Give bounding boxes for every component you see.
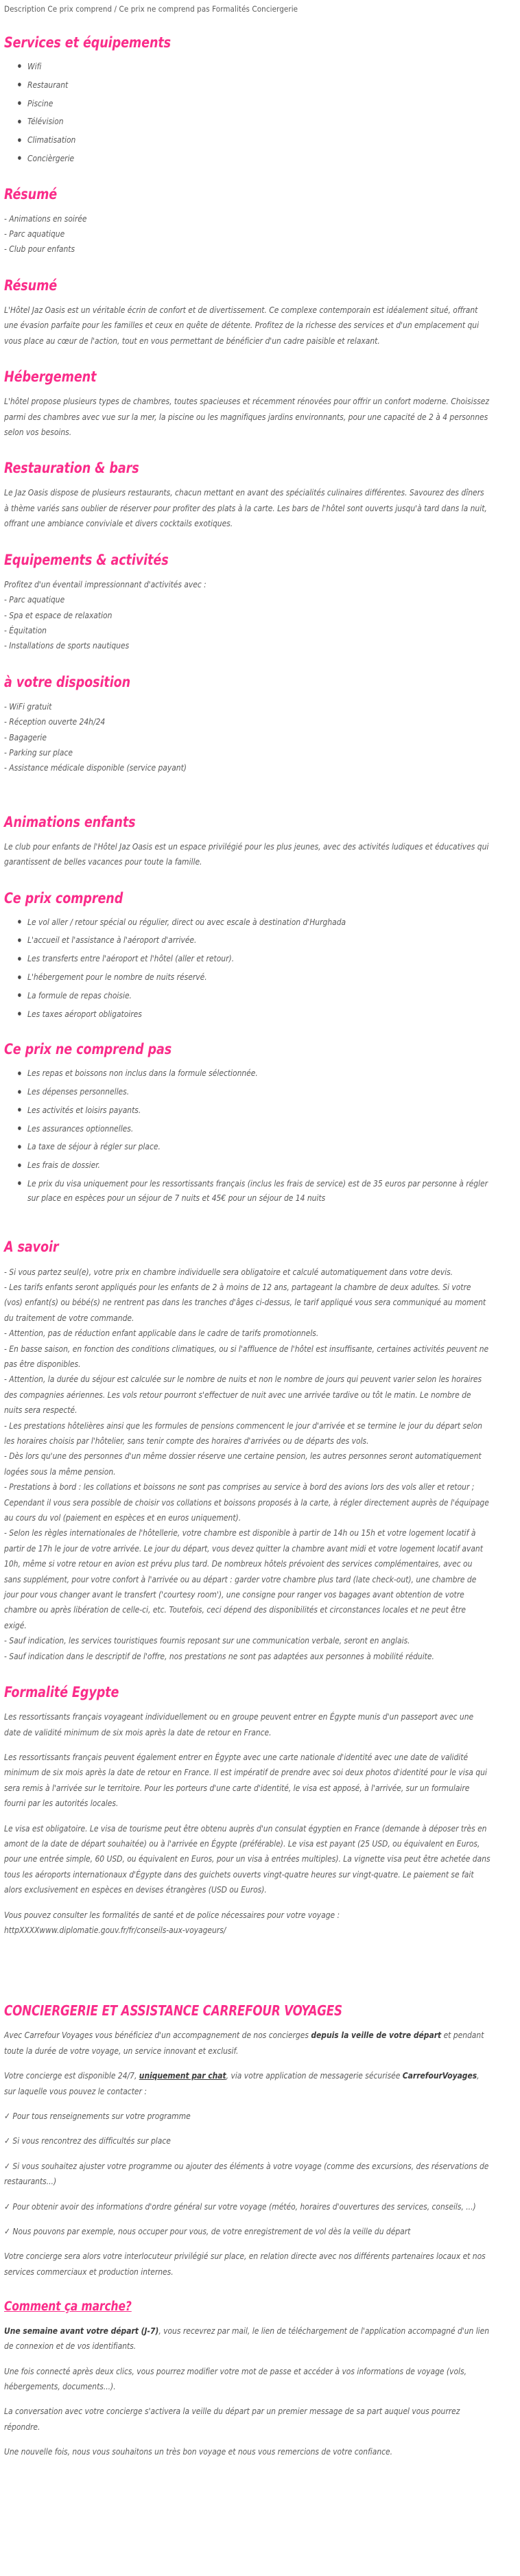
equipements-list: [4, 577, 516, 654]
paragraph-comment-4: Une nouvelle fois, nous vous souhaitons un très bon voyage et nous vous remercions de votre confiance.: [4, 2446, 393, 2457]
text-line: - Les prestations hôtelières ainsi que les formules de pensions commencent le jour d'arrivée et se termine le jour du départ selon les horaires choisis par l'hôtelier, sans tenir compte des horaires d'arrivées ou de départs des vols.: [4, 1420, 482, 1446]
spacer: [4, 776, 516, 794]
prix-ne-comprend-pas-list: [4, 1066, 516, 1205]
diplomatie-link[interactable]: httpXXXXwww.diplomatie.gouv.fr/fr/conseils-aux-voyageurs/: [4, 1925, 226, 1935]
list-item: [27, 933, 491, 948]
list-item-label: L'hébergement pour le nombre de nuits réservé.: [27, 972, 207, 982]
list-item-label: L'accueil et l'assistance à l'aéroport d'arrivée.: [27, 935, 197, 946]
section-heading-comment-ca-marche: Comment ça marche?: [4, 2299, 132, 2315]
text-line: - Parking sur place: [4, 747, 73, 758]
list-item-label: Les assurances optionnelles.: [27, 1123, 134, 1134]
text-line: - WiFi gratuit: [4, 701, 52, 712]
text-fragment: , via votre application de messagerie sécurisée: [226, 2070, 403, 2081]
list-item-label: Les frais de dossier.: [27, 1160, 100, 1171]
list-item: [27, 152, 491, 166]
text-emphasis-underlined: uniquement par chat: [139, 2070, 226, 2081]
list-item: [27, 1103, 491, 1118]
list-item-label: Concièrgerie: [27, 152, 75, 163]
paragraph-formalite-3: Le visa est obligatoire. Le visa de tourisme peut être obtenu auprès d'un consulat égyptien en France (demande à déposer très en amont de la date de départ souhaitée) ou à l'arrivée en Égypte (préférable). Le visa est payant (25 USD, ou équivalent en Euros, pour une entrée simple, 60 USD, ou équivalent en Euros, pour un visa à entrées multiples). La vignette visa peut être achetée dans tous les aéroports internationaux d'Égypte dans des guichets ouverts vingt-quatre heures sur vingt-quatre. Le paiement se fait alors exclusivement en espèces en devises étrangères (USD ou Euros).: [4, 1823, 491, 1895]
text-line: - Sauf indication, les services touristiques fournis reposant sur une communication verbale, seront en anglais.: [4, 1635, 410, 1646]
list-item: [27, 915, 491, 930]
text-line: - Animations en soirée: [4, 213, 87, 224]
list-item-label: Les transferts entre l'aéroport et l'hôtel (aller et retour).: [27, 953, 235, 964]
paragraph-comment-1: [4, 2323, 491, 2354]
list-item: [27, 133, 491, 148]
list-item-label: Wifi: [27, 60, 42, 71]
paragraph-hebergement: L'hôtel propose plusieurs types de chambres, toutes spacieuses et récemment rénovées pour offrir un confort moderne. Choisissez parmi des chambres avec vue sur la mer, la piscine ou les magnifiques jardins environnants, pour une capacité de 2 à 4 personnes selon vos besoins.: [4, 396, 490, 437]
list-item: [27, 970, 491, 985]
list-item: [27, 115, 491, 129]
list-item-label: Climatisation: [27, 134, 76, 145]
breadcrumb: Description Ce prix comprend / Ce prix ne comprend pas Formalités Conciergerie: [4, 4, 298, 14]
paragraph-resume: L'Hôtel Jaz Oasis est un véritable écrin de confort et de divertissement. Ce complexe contemporain est idéalement situé, offrant une évasion parfaite pour les familles et ceux en quête de détente. Profitez de la richesse des services et d'un emplacement qui vous place au cœur de l'action, tout en vous permettant de bénéficier d'un cadre paisible et relaxant.: [4, 304, 480, 346]
list-item-label: La formule de repas choisie.: [27, 990, 132, 1000]
list-item: [27, 952, 491, 966]
list-item-label: Le prix du visa uniquement pour les ressortissants français (inclus les frais de service) est de 35 euros par personne à régler sur place en espèces pour un séjour de 7 nuits et 45€ pour un séjour de 14 nuits: [27, 1178, 488, 1203]
section-heading-prix-ne-comprend-pas: Ce prix ne comprend pas: [4, 1041, 172, 1058]
checklist-item: ✓ Nous pouvons par exemple, nous occuper pour vous, de votre enregistrement de vol dès la veille du départ: [4, 2226, 411, 2237]
list-item: [27, 1066, 491, 1081]
text-line: - Club pour enfants: [4, 244, 75, 255]
list-item-label: Les repas et boissons non inclus dans la formule sélectionnée.: [27, 1068, 258, 1079]
paragraph-formalite-1: Les ressortissants français voyageant individuellement ou en groupe peuvent entrer en Égypte munis d'un passeport avec une date de validité minimum de six mois après la date de retour en France.: [4, 1711, 474, 1737]
text-line: - Spa et espace de relaxation: [4, 609, 113, 620]
text-fragment: , vous recevrez par mail, le lien de téléchargement de l'application accompagné d'un lien de connexion et de vos identifiants.: [4, 2325, 490, 2352]
list-item-label: Le vol aller / retour spécial ou régulier, direct ou avec escale à destination d'Hurghada: [27, 916, 346, 927]
checklist-item: ✓ Si vous souhaitez ajuster votre programme ou ajouter des éléments à votre voyage (comme des excursions, des réservations de restaurants...): [4, 2160, 489, 2187]
text-fragment: Avec Carrefour Voyages vous bénéficiez d'un accompagnement de nos concierges: [4, 2030, 311, 2041]
text-line: - Parc aquatique: [4, 229, 65, 239]
text-fragment: Votre concierge est disponible 24/7,: [4, 2070, 139, 2081]
list-item-label: Les dépenses personnelles.: [27, 1086, 130, 1097]
disposition-list: [4, 699, 516, 776]
spacer: [4, 1965, 516, 1983]
section-heading-resume-short: Résumé: [4, 185, 58, 202]
text-line: - Bagagerie: [4, 731, 47, 742]
text-line: - Dès lors qu'une des personnes d'un même dossier réserve une certaine pension, les autres personnes seront automatiquement logées sous la même pension.: [4, 1451, 482, 1477]
text-emphasis: Une semaine avant votre départ (J-7): [4, 2325, 159, 2336]
spacer: [4, 1947, 516, 1965]
list-item-label: Les activités et loisirs payants.: [27, 1104, 141, 1115]
text-line: - Assistance médicale disponible (service payant): [4, 762, 187, 773]
section-heading-resume: Résumé: [4, 277, 58, 294]
paragraph-formalite-2: Les ressortissants français peuvent également entrer en Égypte avec une carte nationale d'identité avec une date de validité minimum de six mois après la date de retour en France. Il est impératif de prendre avec soi deux photos d'identité pour le visa qui sera remis à l'arrivée sur le territoire. Pour les porteurs d'une carte d'identité, le visa est apposé, à l'arrivée, sur un formulaire fourni par les autorités locales.: [4, 1751, 487, 1809]
section-heading-animations: Animations enfants: [4, 813, 136, 830]
section-heading-conciergerie: CONCIERGERIE ET ASSISTANCE CARREFOUR VOYAGES: [4, 2002, 342, 2019]
services-list: [4, 60, 516, 166]
text-consult-line: Vous pouvez consulter les formalités de santé et de police nécessaires pour votre voyage :: [4, 1909, 340, 1920]
text-fragment: et pendant toute la durée de votre voyage, un service innovant et exclusif.: [4, 2030, 484, 2056]
paragraph-conciergerie-closing: Votre concierge sera alors votre interlocuteur privilégié sur place, en relation directe avec nos différents partenaires locaux et nos services commerciaux et production internes.: [4, 2251, 486, 2277]
section-heading-services: Services et équipements: [4, 34, 172, 51]
list-item: [27, 97, 491, 111]
text-line: - Si vous partez seul(e), votre prix en chambre individuelle sera obligatoire et calculé automatiquement dans votre devis.: [4, 1266, 453, 1277]
list-item: [27, 78, 491, 93]
text-line: - En basse saison, en fonction des conditions climatiques, ou si l'affluence de l'hôtel est insuffisante, certaines activités peuvent ne pas être disponibles.: [4, 1343, 489, 1369]
section-heading-formalite: Formalité Egypte: [4, 1684, 119, 1701]
list-item: [27, 1085, 491, 1099]
text-line: - Parc aquatique: [4, 594, 65, 605]
list-item: [27, 989, 491, 1003]
text-line: - Réception ouverte 24h/24: [4, 716, 106, 727]
checklist-item: ✓ Pour obtenir avoir des informations d'ordre général sur votre voyage (météo, horaires d'ouvertures des services, conseils, ...): [4, 2201, 476, 2212]
list-item-label: La taxe de séjour à régler sur place.: [27, 1141, 161, 1152]
section-heading-a-savoir: A savoir: [4, 1239, 59, 1256]
text-emphasis: depuis la veille de votre départ: [311, 2030, 442, 2041]
paragraph-comment-3: La conversation avec votre concierge s'activera la veille du départ par un premier message de sa part auquel vous pourrez répondre.: [4, 2406, 460, 2432]
text-line: - Attention, pas de réduction enfant applicable dans le cadre de tarifs promotionnels.: [4, 1328, 319, 1339]
section-heading-restauration: Restauration & bars: [4, 460, 139, 477]
section-heading-prix-comprend: Ce prix comprend: [4, 889, 123, 906]
section-heading-hebergement: Hébergement: [4, 368, 97, 386]
list-item-label: Piscine: [27, 97, 54, 108]
text-line: - Les tarifs enfants seront appliqués pour les enfants de 2 à moins de 12 ans, partageant la chambre de deux adultes. Si votre (vos) enfant(s) ou bébé(s) ne rentrent pas dans les tranches d'âges ci-dessus, le tarif appliqué vous sera communiqué au moment du traitement de votre commande.: [4, 1281, 486, 1323]
list-item-label: Les taxes aéroport obligatoires: [27, 1008, 142, 1019]
list-item: [27, 1158, 491, 1173]
checklist-item: ✓ Si vous rencontrez des difficultés sur place: [4, 2135, 171, 2146]
section-heading-equipements: Equipements & activités: [4, 551, 169, 568]
list-item-label: Restaurant: [27, 79, 69, 90]
paragraph-animations: Le club pour enfants de l'Hôtel Jaz Oasis est un espace privilégié pour les plus jeunes, avec des activités ludiques et éducatives qui garantissent de belles vacances pour toute la famille.: [4, 841, 489, 867]
list-item-label: Télévision: [27, 116, 64, 127]
paragraph-restauration: Le Jaz Oasis dispose de plusieurs restaurants, chacun mettant en avant des spécialités culinaires différentes. Savourez des dîners à thème variés sans oublier de réserver pour profiter des plats à la carte. Les bars de l'hôtel sont ouverts jusqu'à tard dans la nuit, offrant une ambiance conviviale et divers cocktails exotiques.: [4, 487, 487, 529]
text-line: - Attention, la durée du séjour est calculée sur le nombre de nuits et non le nombre de jours qui peuvent varier selon les horaires des compagnies aériennes. Les vols retour pourront s'effectuer de nuit avec une arrivée tardive ou tôt le matin. Le nombre de nuits sera respecté.: [4, 1374, 482, 1416]
paragraph-comment-2: Une fois connecté après deux clics, vous pourrez modifier votre mot de passe et accéder à vos informations de voyage (vols, hébergements, documents...).: [4, 2365, 466, 2391]
text-intro: Profitez d'un éventail impressionnant d'activités avec :: [4, 578, 206, 589]
text-line: - Selon les règles internationales de l'hôtellerie, votre chambre est disponible à partir de 14h ou 15h et votre logement locatif à partir de 17h le jour de votre arrivée. Le jour du départ, vous devez quitter la chambre avant midi et votre logement locatif avant 10h, même si votre retour en avion est prévu plus tard. De nombreux hôtels prévoient des services complémentaires, avec ou sans supplément, pour votre confort à l'arrivée ou au départ : garder votre chambre plus tard (late check-out), une chambre de jour pour vous changer avant le transfert ('courtesy room'), une consigne pour ranger vos bagages avant obtention de votre chambre ou après libération de celle-ci, etc. Toutefois, ceci dépend des disponibilités et circonstances locales et ne peut être exigé.: [4, 1527, 483, 1630]
section-heading-disposition: à votre disposition: [4, 673, 131, 690]
list-item: [27, 1177, 491, 1206]
spacer: [4, 1209, 516, 1219]
a-savoir-list: [4, 1265, 516, 1665]
text-line: - Prestations à bord : les collations et boissons ne sont pas comprises au service à bord des avions lors des vols aller et retour ; Cependant il vous sera possible de choisir vos collations et boissons proposés à la carte, à régler directement auprès de l'équipage au cours du vol (paiement en espèces et en euros uniquement).: [4, 1482, 489, 1523]
list-item: [27, 1122, 491, 1136]
text-fragment: , sur laquelle vous pouvez le contacter :: [4, 2070, 480, 2096]
checklist-item: ✓ Pour tous renseignements sur votre programme: [4, 2111, 191, 2122]
text-line: - Équitation: [4, 624, 47, 635]
list-item: [27, 1007, 491, 1022]
paragraph-conciergerie-availability: [4, 2068, 491, 2099]
prix-comprend-list: [4, 915, 516, 1022]
list-item: [27, 60, 491, 74]
resume-short-list: [4, 211, 516, 257]
text-line: - Sauf indication dans le descriptif de l'offre, nos prestations ne sont pas adaptées aux personnes à mobilité réduite.: [4, 1650, 434, 1661]
list-item: [27, 1140, 491, 1154]
text-line: - Installations de sports nautiques: [4, 640, 130, 651]
text-emphasis-brand: CarrefourVoyages: [402, 2070, 477, 2081]
paragraph-conciergerie-intro: [4, 2028, 491, 2059]
